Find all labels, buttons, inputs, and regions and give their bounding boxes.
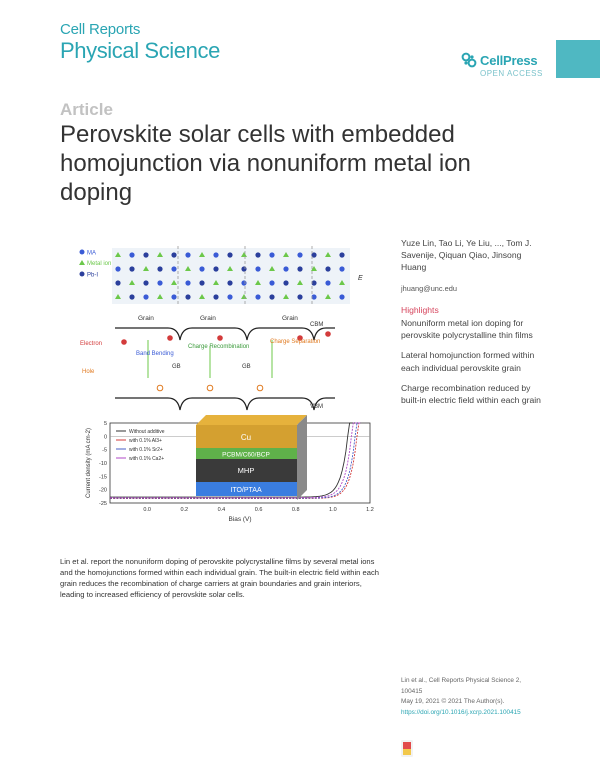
chart-x-label: Bias (V) — [228, 516, 252, 523]
grain-label: Grain — [200, 315, 216, 322]
lattice-atom — [143, 252, 148, 257]
crystal-lattice — [112, 246, 350, 306]
x-tick-label: 0.6 — [254, 507, 263, 513]
lattice-atom — [143, 294, 148, 299]
hole-label: Hole — [82, 369, 95, 375]
electron-marker — [325, 331, 331, 337]
y-tick-label: -25 — [99, 501, 107, 507]
electron-marker — [167, 335, 173, 341]
lattice-atom — [255, 294, 260, 299]
electron-label: Electron — [80, 341, 103, 347]
legend-ma: MA — [87, 250, 96, 257]
field-label: E — [358, 275, 363, 282]
x-tick-label: 0.0 — [143, 507, 151, 513]
article-title: Perovskite solar cells with embedded homojunction via nonuniform metal ion doping — [60, 121, 471, 206]
lattice-atom — [115, 266, 120, 271]
citation-block — [401, 676, 561, 718]
x-tick-label: 1.0 — [329, 507, 337, 513]
lattice-atom — [297, 266, 302, 271]
crossmark-icon[interactable] — [401, 740, 413, 757]
legend-ma-marker — [80, 250, 85, 255]
lattice-atom — [241, 266, 246, 271]
device-stack — [196, 415, 307, 500]
brand-accent-bar — [556, 40, 600, 78]
abstract-caption: Lin et al. report the nonuniform doping of perovskite polycrystalline films by several metal ions and the homojunctions formed within each individual grain. The built-in electric field within each grain reduces the recombination of charge carriers at grain boundaries and grain interiors, leading to increased efficiency of perovskite solar cells. — [60, 557, 379, 599]
legend-metal-ion: Metal ion — [87, 261, 112, 267]
lattice-atom — [115, 280, 120, 285]
legend-label: Without additive — [129, 429, 165, 435]
citation-article-number: 100415 — [401, 687, 423, 695]
lattice-atom — [129, 294, 134, 299]
lattice-atom — [339, 294, 344, 299]
lattice-atom — [213, 266, 218, 271]
layer-label-ito: ITO/PTAA — [230, 487, 262, 494]
article-type: Article — [60, 100, 113, 119]
journal-name-top: Cell Reports — [60, 21, 141, 38]
lattice-atom — [157, 266, 162, 271]
lattice-atom — [199, 280, 204, 285]
legend-pbi: Pb-I — [87, 272, 99, 279]
lattice-atom — [255, 266, 260, 271]
x-tick-label: 1.2 — [366, 507, 374, 513]
y-tick-label: -20 — [99, 487, 107, 494]
process-label-separation: Charge Separation — [270, 339, 321, 345]
legend-pbi-marker — [80, 272, 85, 277]
process-label-band-bending: Band Bending — [136, 351, 174, 357]
highlight-item: Charge recombination reduced by built-in electric field within each grain — [401, 382, 541, 406]
lattice-atom — [171, 294, 176, 299]
citation-date: May 19, 2021 © 2021 The Author(s). — [401, 698, 505, 705]
lattice-atom — [241, 280, 246, 285]
legend-label: with 0.1% Al3+ — [129, 438, 162, 444]
electron-marker — [121, 339, 127, 345]
lattice-atom — [325, 266, 330, 271]
citation-journal: Lin et al., Cell Reports Physical Science 2, — [401, 677, 522, 684]
y-tick-label: -15 — [99, 474, 107, 481]
x-tick-label: 0.8 — [291, 507, 300, 513]
lattice-atom — [213, 294, 218, 299]
lattice-atom — [297, 252, 302, 257]
publisher-name: CellPress — [480, 52, 538, 68]
doi-link[interactable]: https://doi.org/10.1016/j.xcrp.2021.100415 — [401, 708, 521, 716]
corresponding-email[interactable]: jhuang@unc.edu — [401, 283, 457, 293]
graphical-abstract-svg — [60, 228, 377, 543]
highlight-item: Nonuniform metal ion doping for perovskite polycrystalline thin films — [401, 318, 533, 341]
layer-label-mhp: MHP — [237, 466, 255, 475]
process-label-recombination: Charge Recombination — [188, 344, 250, 350]
lattice-atom — [283, 280, 288, 285]
lattice-atom — [171, 266, 176, 271]
lattice-atom — [269, 280, 274, 285]
gb-label: GB — [172, 364, 181, 370]
lattice-atom — [283, 266, 288, 271]
cellpress-icon — [461, 52, 477, 68]
lattice-atom — [227, 294, 232, 299]
journal-logo[interactable] — [60, 22, 220, 62]
y-tick-label: 5 — [103, 421, 107, 427]
journal-name-main: Physical Science — [60, 38, 220, 63]
x-tick-label: 0.4 — [217, 507, 226, 513]
open-access-label: OPEN ACCESS — [480, 69, 543, 78]
lattice-atom — [157, 280, 162, 285]
lattice-atom — [185, 294, 190, 299]
grain-label: Grain — [282, 315, 298, 322]
chart-y-label: Current density (mA cm-2) — [86, 427, 92, 499]
lattice-atom — [269, 252, 274, 257]
highlights-heading: Highlights — [401, 304, 439, 315]
y-tick-label: 0 — [103, 434, 107, 441]
gb-label: GB — [242, 364, 251, 370]
lattice-atom — [325, 280, 330, 285]
legend-label: with 0.1% Sr2+ — [129, 447, 163, 453]
lattice-atom — [297, 294, 302, 299]
lattice-atom — [129, 252, 134, 257]
cbm-label: CBM — [310, 322, 324, 328]
lattice-atom — [199, 266, 204, 271]
y-tick-label: -10 — [99, 461, 107, 467]
lattice-atom — [213, 252, 218, 257]
lattice-atom — [129, 266, 134, 271]
lattice-atom — [185, 252, 190, 257]
lattice-atom — [185, 280, 190, 285]
cellpress-logo[interactable] — [461, 52, 543, 78]
legend-label: with 0.1% Ca2+ — [129, 456, 165, 462]
graphical-abstract — [60, 228, 377, 543]
lattice-atom — [171, 252, 176, 257]
electron-marker — [217, 335, 223, 341]
stack-side — [297, 415, 307, 500]
layer-label-etl: PCBM/C60/BCP — [222, 451, 270, 459]
vbm-label: VBM — [310, 404, 324, 410]
highlight-item: Lateral homojunction formed within each individual perovskite grain — [401, 350, 535, 373]
lattice-atom — [269, 294, 274, 299]
cu-layer-top — [196, 415, 307, 425]
lattice-atom — [227, 280, 232, 285]
layer-label-cu: Cu — [240, 433, 252, 442]
lattice-atom — [143, 280, 148, 285]
x-tick-label: 0.2 — [180, 507, 189, 513]
article-sidebar — [401, 237, 546, 414]
lattice-atom — [255, 252, 260, 257]
y-tick-label: -5 — [102, 447, 107, 454]
lattice-atom — [339, 252, 344, 257]
lattice-atom — [339, 266, 344, 271]
lattice-atom — [227, 252, 232, 257]
grain-label: Grain — [138, 315, 154, 322]
author-list[interactable]: Yuze Lin, Tao Li, Ye Liu, ..., Tom J. Savenije, Qiquan Qiao, Jinsong Huang — [401, 238, 532, 273]
